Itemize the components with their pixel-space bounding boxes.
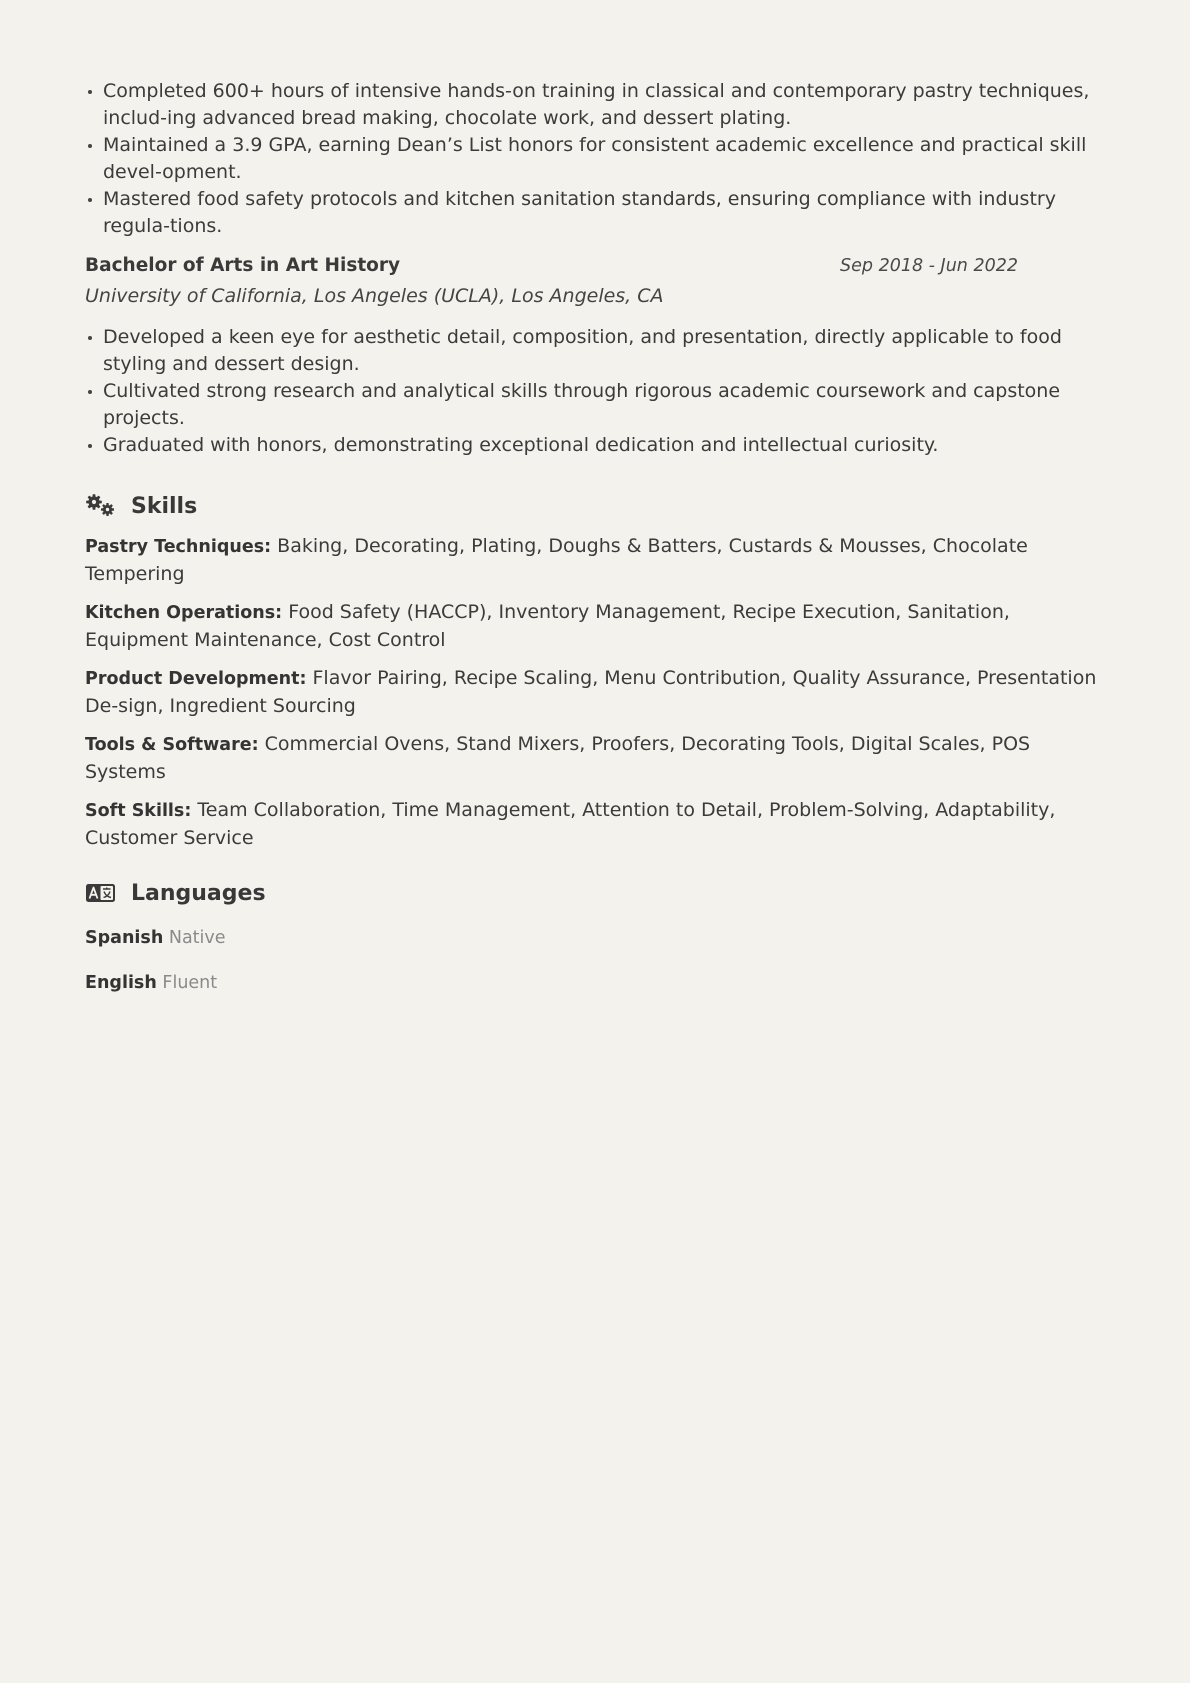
skills-section-header	[85, 493, 1105, 519]
skill-values: Commercial Ovens, Stand Mixers, Proofers, Decorating Tools, Digital Scales, POS Systems	[85, 733, 1031, 783]
list-item: Developed a keen eye for aesthetic detail, composition, and presentation, directly applicable to food styling and dessert design.	[103, 324, 1105, 378]
skill-row	[85, 731, 1105, 786]
language-row	[85, 973, 1105, 993]
skill-category: Kitchen Operations:	[85, 603, 283, 623]
education-entry-header	[85, 255, 1018, 276]
education-bullets	[85, 324, 1105, 459]
section-title: Languages	[131, 880, 266, 906]
skill-row	[85, 797, 1105, 852]
degree-title: Bachelor of Arts in Art History	[85, 255, 401, 276]
skill-row	[85, 533, 1105, 588]
skill-row	[85, 665, 1105, 720]
skill-values: Flavor Pairing, Recipe Scaling, Menu Contribution, Quality Assurance, Presentation De-sign, Ingredient Sourcing	[85, 667, 1097, 717]
school-name: University of California, Los Angeles (UCLA), Los Angeles, CA	[85, 285, 664, 307]
list-item: Cultivated strong research and analytical skills through rigorous academic coursework and capstone projects.	[103, 378, 1105, 432]
skill-category: Pastry Techniques:	[85, 537, 272, 557]
skill-category: Product Development:	[85, 669, 307, 689]
language-level: Fluent	[162, 973, 218, 993]
gears-icon	[85, 493, 117, 519]
list-item: Completed 600+ hours of intensive hands-on training in classical and contemporary pastry techniques, includ-ing advanced bread making, chocolate work, and dessert plating.	[103, 78, 1105, 132]
language-row	[85, 928, 1105, 948]
list-item: Mastered food safety protocols and kitchen sanitation standards, ensuring compliance with industry regula-tions.	[103, 186, 1105, 240]
section-title: Skills	[131, 493, 198, 519]
language-level: Native	[168, 928, 226, 948]
languages-list	[85, 928, 1105, 993]
list-item: Graduated with honors, demonstrating exceptional dedication and intellectual curiosity.	[103, 432, 1105, 459]
language-name: Spanish	[85, 928, 164, 948]
skill-category: Soft Skills:	[85, 801, 192, 821]
skill-values: Team Collaboration, Time Management, Attention to Detail, Problem-Solving, Adaptability, Customer Service	[85, 799, 1056, 849]
education-dates: Sep 2018 - Jun 2022	[840, 256, 1018, 276]
education-bullets	[85, 78, 1105, 240]
skill-row	[85, 599, 1105, 654]
skills-list	[85, 533, 1105, 852]
skill-values: Baking, Decorating, Plating, Doughs & Batters, Custards & Mousses, Chocolate Tempering	[85, 535, 1028, 585]
list-item: Maintained a 3.9 GPA, earning Dean’s List honors for consistent academic excellence and practical skill devel-opment.	[103, 132, 1105, 186]
skill-values: Food Safety (HACCP), Inventory Management, Recipe Execution, Sanitation, Equipment Maintenance, Cost Control	[85, 601, 1010, 651]
language-name: English	[85, 973, 157, 993]
languages-section-header	[85, 880, 1105, 906]
skill-category: Tools & Software:	[85, 735, 259, 755]
language-icon	[85, 880, 117, 906]
